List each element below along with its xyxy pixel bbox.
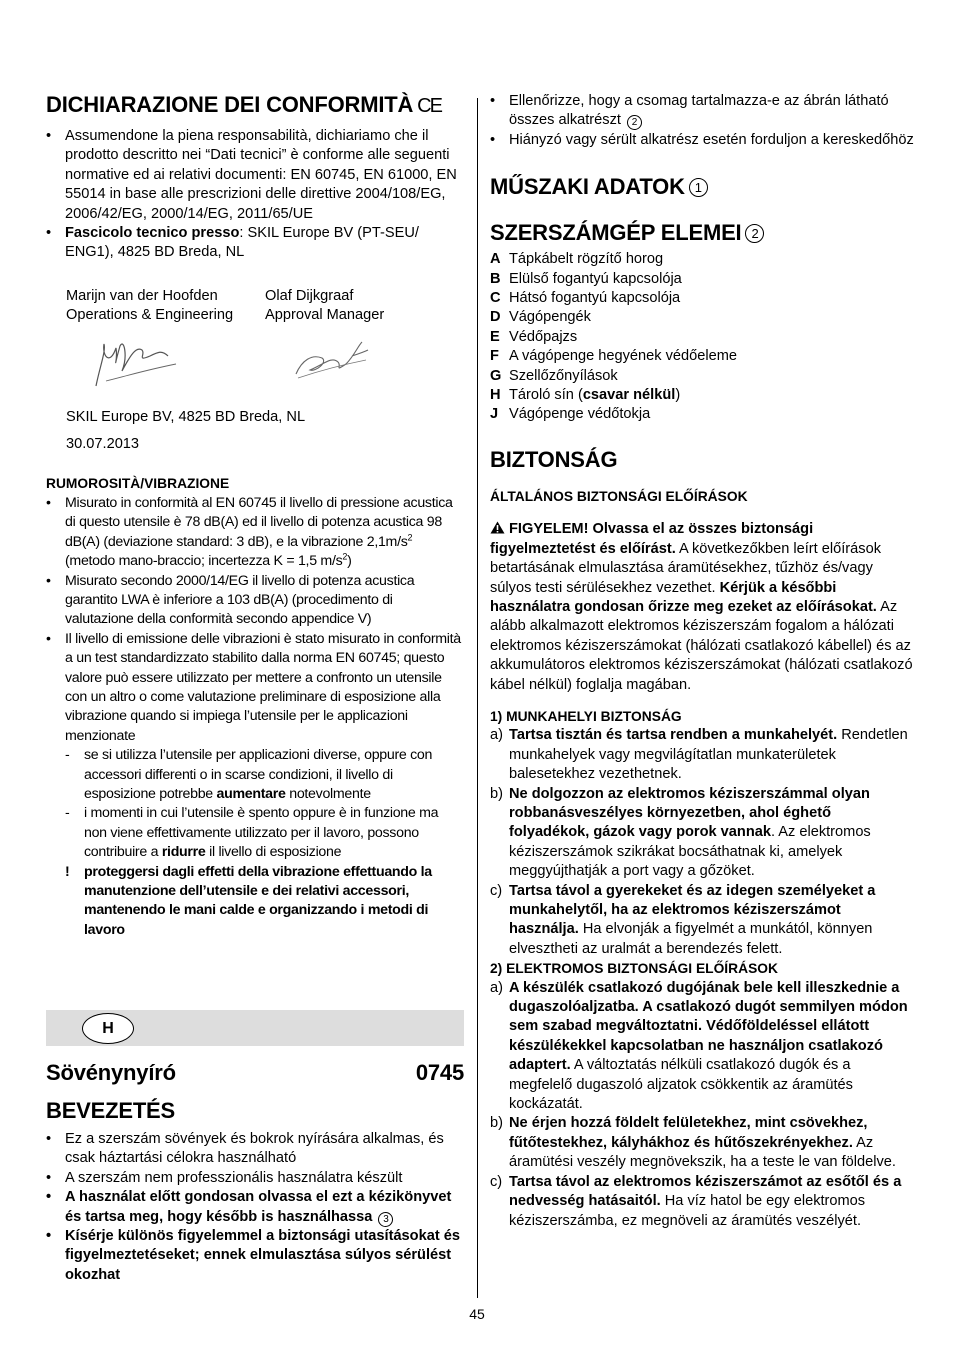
part-item: F A vágópenge hegyének védőeleme: [490, 348, 738, 365]
signatory-2: [265, 287, 464, 326]
ce-mark: CE: [417, 95, 441, 117]
safety-title: BIZTONSÁG: [490, 446, 618, 472]
rule-item: a) Tartsa tisztán és tartsa rendben a munkahelyét. Rendetlen munkahelyek vagy megvilágítatlan munkaterületek balesetekhez vezethetnek.: [490, 727, 908, 783]
part-item: A Tápkábelt rögzítő horog: [490, 251, 664, 268]
parts-list: [490, 250, 914, 425]
signatory-role: Operations & Engineering: [66, 307, 234, 324]
page-number: 45: [469, 1306, 485, 1322]
rule-item: c) Tartsa távol az elektromos kéziszerszámot az esőtől és a nedvesség hatásaitól. Ha víz hatol be egy elektromos kéziszerszámba, ez megnöveli az áramütés veszélyét.: [490, 1173, 902, 1229]
vibration-warning: ! proteggersi dagli effetti della vibrazione effettuando la manutenzione dell’utensile e dei relativi accessori, mantenendo le mani calde e organizzando i metodi di lavoro: [65, 863, 432, 938]
intro-list: [46, 1130, 464, 1285]
conformity-list: [46, 127, 464, 263]
list-item: • Fascicolo tecnico presso: SKIL Europe BV (PT-SEU/ ENG1), 4825 BD Breda, NL: [46, 224, 464, 263]
language-badge: H: [82, 1013, 134, 1044]
list-item: • Kísérje különös figyelemmel a biztonsági utasításokat és figyelmeztetéseket; ennek elmulasztása súlyos sérülést okozhat: [46, 1227, 464, 1285]
signatory-name: Olaf Dijkgraaf: [265, 287, 354, 304]
rule-item: b) Ne dolgozzon az elektromos kéziszerszámmal olyan robbanásveszélyes környezetben, ahol éghető folyadékok, gázok vagy porok vannak. Az elektromos kéziszerszámok szikrákat bocsáthatnak ki, amelyek meggyújthatják a port vagy a gőzöket.: [490, 785, 871, 880]
electrical-safety-title: 2) ELEKTROMOS BIZTONSÁGI ELŐÍRÁSOK: [490, 961, 778, 977]
conformity-title: DICHIARAZIONE DEI CONFORMITÀ CE: [46, 92, 441, 117]
list-item: • Misurato in conformità al EN 60745 il livello di pressione acustica di questo utensile è 78 dB(A) ed il livello di potenza acustica 98 dB(A) (deviazione standard: 3 dB), e la vibrazione $2,1m/s^2$ (metodo mano-braccio; incertezza K = 1,5 $m/s^2$): [46, 494, 464, 572]
rule-item: b) Ne érjen hozzá földelt felületekhez, mint csövekhez, fűtőtestekhez, kályhákhoz és hűtőszekrényekhez. Az áramütési veszély megnövekszik, ha a teste le van földelve.: [490, 1115, 896, 1171]
package-check-list: [490, 92, 914, 150]
warning-paragraph: FIGYELEM! Olvassa el az összes biztonsági figyelmeztetést és előírást. A következőkben leírt előírások betartásának elmulasztása áramütésekhez, tűzhöz és/vagy súlyos testi sérülésekhez vezethet. Kérjük a későbbi használatra gondosan őrizze meg ezeket az előírásokat. Az alább alkalmazott elektromos kéziszerszám fogalom a hálózati elektromos kéziszerszámokat (hálózati csatlakozó kábellel) és az akkumulátoros elektromos kéziszerszámokat (hálózati csatlakozó kábel nélkül) foglalja magában.: [490, 521, 913, 693]
list-item: • A használat előtt gondosan olvassa el ezt a kézikönyvet és tartsa meg, hogy később is használhassa 3: [46, 1188, 464, 1227]
product-title: Sövénynyíró 0745: [46, 1060, 464, 1085]
part-item: D Vágópengék: [490, 309, 591, 326]
declaration-date: 30.07.2013: [66, 436, 140, 453]
part-item: B Elülső fogantyú kapcsolója: [490, 270, 682, 287]
signatures: [66, 287, 464, 326]
list-item: • Ez a szerszám sövények és bokrok nyírására alkalmas, és csak háztartási célokra használható: [46, 1130, 464, 1169]
list-item: - se si utilizza l’utensile per applicazioni diverse, oppure con accessori differenti o in scarse condizioni, il livello di esposizione potrebbe aumentare notevolmente: [65, 746, 464, 804]
list-item: • Hiányzó vagy sérült alkatrész esetén forduljon a kereskedőhöz: [490, 131, 914, 150]
signature-images: [66, 326, 464, 400]
signature-graphic: [66, 326, 446, 400]
warning-icon: [490, 521, 505, 534]
column-divider: [477, 98, 478, 1298]
general-safety-title: ÁLTALÁNOS BIZTONSÁGI ELŐÍRÁSOK: [490, 488, 748, 504]
hungarian-section: [46, 1060, 464, 1285]
noise-vibration-title: RUMOROSITÀ/VIBRAZIONE: [46, 476, 230, 492]
dash-list: [65, 746, 464, 862]
list-item: • Misurato secondo 2000/14/EG il livello di potenza acustica garantito LWA è inferiore a 103 dB(A) (procedimento di valutazione della conformità secondo appendice V): [46, 572, 464, 630]
exclamation-icon: !: [65, 863, 70, 880]
signatory-role: Approval Manager: [265, 307, 385, 324]
list-item: • Assumendone la piena responsabilità, dichiariamo che il prodotto descritto nei “Dati tecnici” è conforme alle seguenti normative ed ai relativi documenti: EN 60745, EN 61000, EN 55014 in base alle prescrizioni delle direttive 2004/108/EG, 2006/42/EG, 2000/14/EG, 2011/65/UE: [46, 127, 464, 224]
part-item: H Tároló sín (csavar nélkül): [490, 387, 681, 404]
list-item: - i momenti in cui l’utensile è spento oppure è in funzione ma non viene effettivamente utilizzato per il lavoro, possono contribuire a ridurre il livello di esposizione: [65, 804, 464, 862]
part-item: J Vágópenge védőtokja: [490, 406, 651, 423]
part-item: E Védőpajzs: [490, 328, 578, 345]
work-safety-title: 1) MUNKAHELYI BIZTONSÁG: [490, 708, 682, 724]
company-address: SKIL Europe BV, 4825 BD Breda, NL: [66, 408, 306, 425]
language-bar: [46, 1010, 464, 1046]
part-item: C Hátsó fogantyú kapcsolója: [490, 290, 681, 307]
noise-list: [46, 494, 464, 746]
parts-title: SZERSZÁMGÉP ELEMEI 2: [490, 220, 914, 246]
tech-data-title: MŰSZAKI ADATOK 1: [490, 174, 914, 200]
signatory-1: [66, 287, 265, 326]
signatory-name: Marijn van der Hoofden: [66, 287, 218, 304]
list-item: • Ellenőrizze, hogy a csomag tartalmazza-e az ábrán látható összes alkatrészt 2: [490, 92, 914, 131]
list-item: • A szerszám nem professzionális használatra készült: [46, 1169, 464, 1188]
left-column: [46, 92, 464, 940]
right-column: [490, 92, 914, 1231]
intro-title: BEVEZETÉS: [46, 1098, 176, 1123]
part-item: G Szellőzőnyílások: [490, 367, 618, 384]
list-item: • Il livello di emissione delle vibrazioni è stato misurato in conformità a un test standardizzato stabilito dalla norma EN 60745; questo valore può essere utilizzato per mettere a confronto un utensile con un altro o come valutazione preliminare di esposizione alla vibrazione quando si impiega l’utensile per le applicazioni menzionate: [46, 630, 464, 746]
rule-item: a) A készülék csatlakozó dugójának bele kell illeszkednie a dugaszolóaljzatba. A csatlakozó dugót semmilyen módon sem szabad megváltoztatni. Védőföldeléssel ellátott készülékekkel kapcsolatban ne használjon csatlakozó adaptert. A változtatás nélküli csatlakozó dugók és a megfelelő dugaszoló aljzatok csökkentik az áramütés kockázatát.: [490, 979, 908, 1113]
rule-item: c) Tartsa távol a gyerekeket és az idegen személyeket a munkahelytől, ha az elektromos kéziszerszámot használja. Ha elvonják a figyelmét a munkától, könnyen elvesztheti az uralmát a berendezés felett.: [490, 882, 876, 957]
